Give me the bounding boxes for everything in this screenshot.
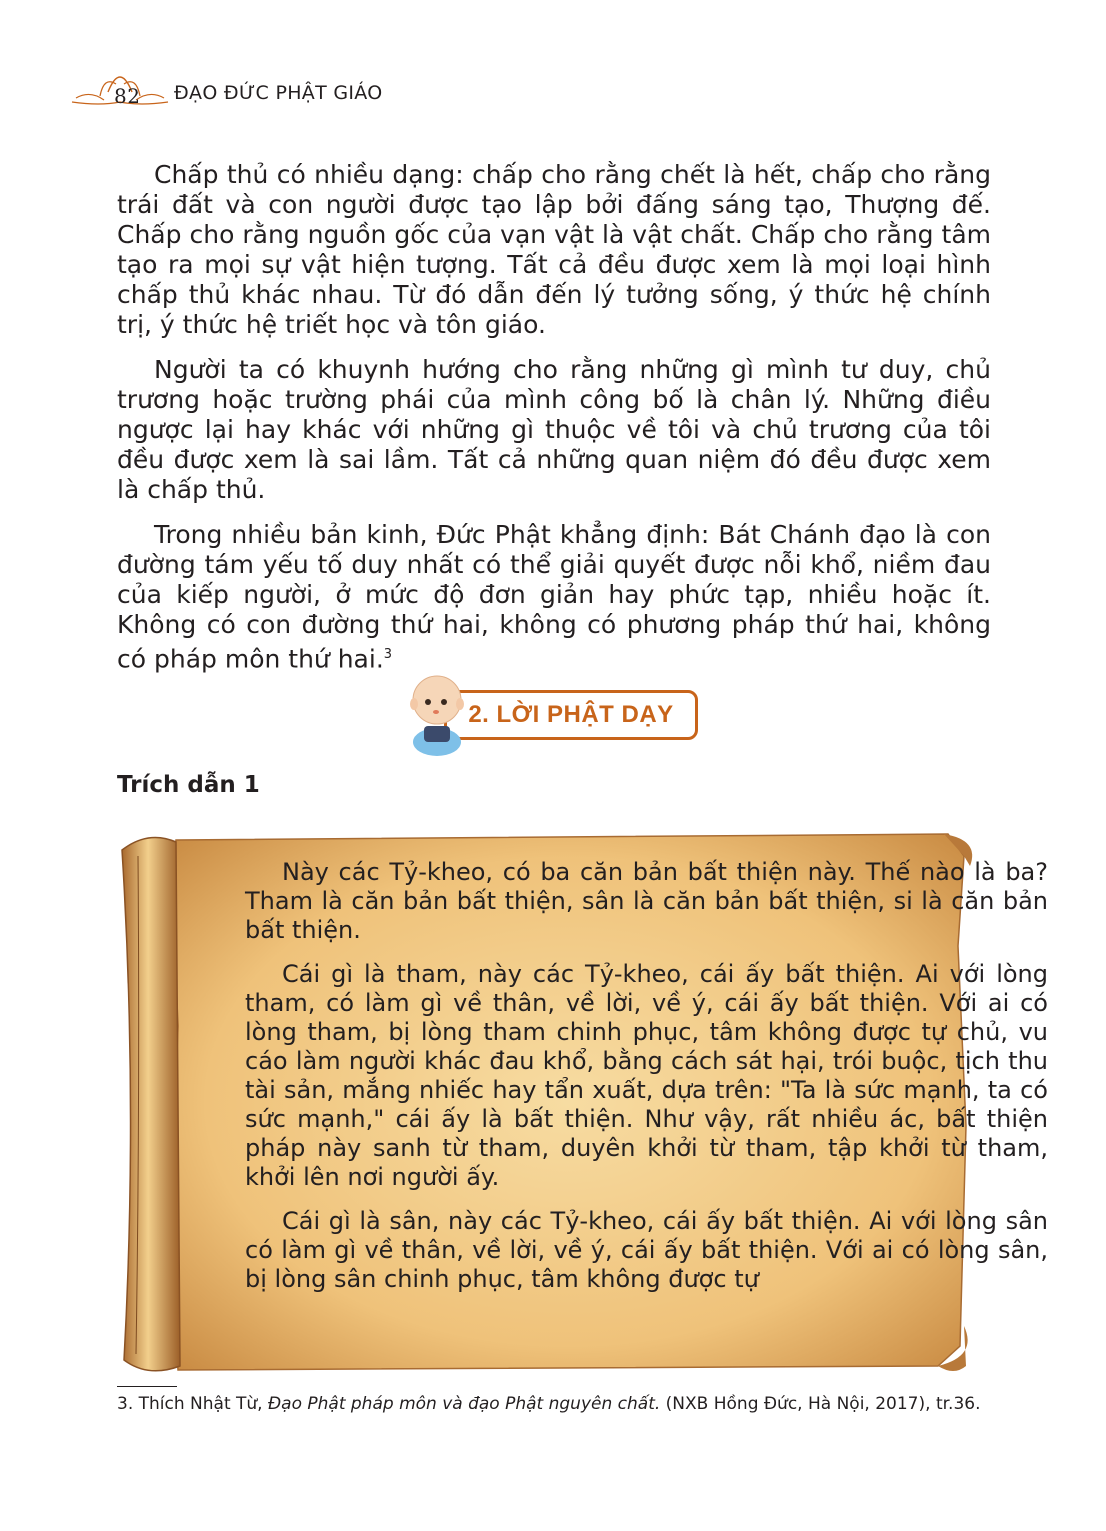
section-badge-box (444, 690, 698, 740)
footnote-divider (117, 1386, 177, 1387)
body-paragraph: Chấp thủ có nhiều dạng: chấp cho rằng chết là hết, chấp cho rằng trái đất và con người được tạo lập bởi đấng sáng tạo, Thượng đế. Chấp cho rằng nguồn gốc của vạn vật là vật chất. Chấp cho rằng tâm tạo ra mọi sự vật hiện tượng. Tất cả đều được xem là mọi loại hình chấp thủ khác nhau. Từ đó dẫn đến lý tưởng sống, ý thức hệ chính trị, ý thức hệ triết học và tôn giáo. (117, 160, 991, 339)
quote-paragraph: Cái gì là sân, này các Tỷ-kheo, cái ấy bất thiện. Ai với lòng sân có làm gì về thân, về lời, về ý, cái ấy bất thiện. Với ai có lòng sân, bị lòng sân chinh phục, tâm không được tự (245, 1207, 1048, 1293)
quote-paragraph: Cái gì là tham, này các Tỷ-kheo, cái ấy bất thiện. Ai với lòng tham, có làm gì về thân, về lời, về ý, cái ấy bất thiện. Với ai có lòng tham, bị lòng tham chinh phục, tâm không được tự chủ, vu cáo làm người khác đau khổ, bằng cách sát hại, trói buộc, tịch thu tài sản, mắng nhiếc hay tẩn xuất, dựa trên: "Ta là sức mạnh, ta có sức mạnh," cái ấy là bất thiện. Như vậy, rất nhiều ác, bất thiện pháp này sanh từ tham, duyên khởi từ tham, tập khởi từ tham, khởi lên nơi người ấy. (245, 960, 1048, 1191)
section-badge (404, 670, 704, 760)
body-paragraph: Người ta có khuynh hướng cho rằng những gì mình tư duy, chủ trương hoặc trường phái của mình công bố là chân lý. Những điều ngược lại hay khác với những gì thuộc về tôi và chủ trương của tôi đều được xem là sai lầm. Tất cả những quan niệm đó đều được xem là chấp thủ. (117, 355, 991, 504)
running-title: ĐẠO ĐỨC PHẬT GIÁO (174, 82, 383, 104)
quote-text (245, 858, 1048, 1309)
footnote-reference[interactable]: 3 (383, 647, 393, 662)
footnote-suffix: (NXB Hồng Đức, Hà Nội, 2017), tr.36. (660, 1394, 981, 1414)
quote-heading: Trích dẫn 1 (117, 772, 260, 798)
body-paragraph-text: Trong nhiều bản kinh, Đức Phật khẳng định: Bát Chánh đạo là con đường tám yếu tố duy nhất có thể giải quyết được nỗi khổ, niềm đau của kiếp người, ở mức độ đơn giản hay phức tạp, nhiều hoặc ít. Không có con đường thứ hai, không có phương pháp thứ hai, không có pháp môn thứ hai. (117, 520, 991, 674)
footnote-title: Đạo Phật pháp môn và đạo Phật nguyên chất. (267, 1394, 661, 1414)
quote-paragraph: Này các Tỷ-kheo, có ba căn bản bất thiện này. Thế nào là ba? Tham là căn bản bất thiện, sân là căn bản bất thiện, si là căn bản bất thiện. (245, 858, 1048, 944)
section-title: 2. LỜI PHẬT DẠY (468, 701, 674, 728)
footnote-prefix: 3. Thích Nhật Từ, (117, 1394, 268, 1414)
page-header (70, 62, 490, 112)
footnote (117, 1392, 991, 1416)
page-number: 82 (114, 84, 141, 108)
parchment-scroll (118, 826, 1048, 1376)
body-text (117, 160, 991, 689)
body-paragraph (117, 520, 991, 674)
monk-mascot-icon (404, 670, 474, 760)
